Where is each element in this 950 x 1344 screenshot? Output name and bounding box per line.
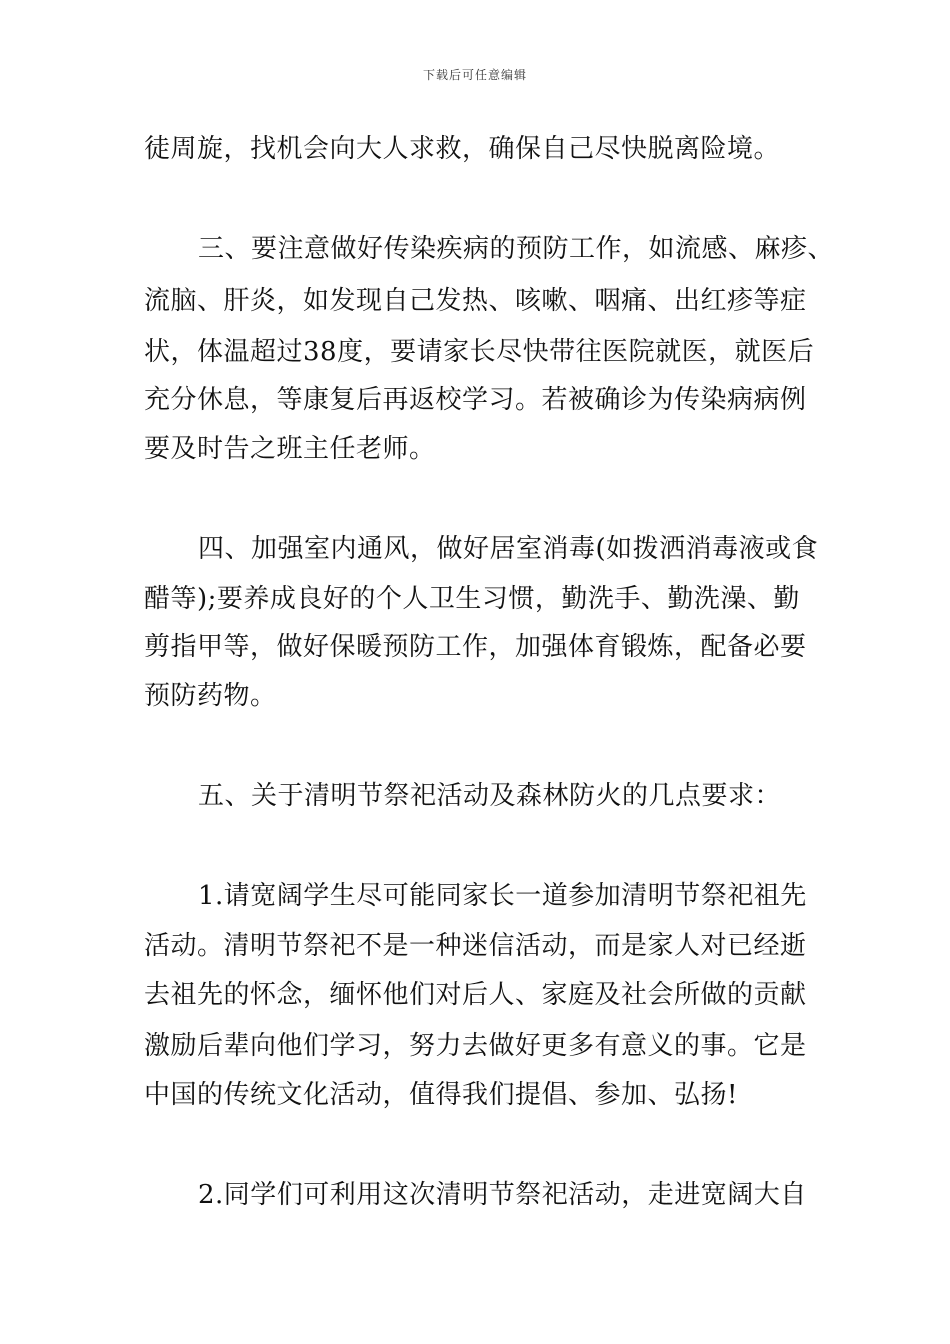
- text-line: 去祖先的怀念，缅怀他们对后人、家庭及社会所做的贡献: [144, 980, 807, 1010]
- text-line: 激励后辈向他们学习，努力去做好更多有意义的事。它是: [144, 1031, 807, 1061]
- text-line: 徒周旋，找机会向大人求救，确保自己尽快脱离险境。: [144, 134, 781, 164]
- text-line: 活动。清明节祭祀不是一种迷信活动，而是家人对已经逝: [144, 931, 807, 961]
- text-line: 要及时告之班主任老师。: [144, 434, 436, 464]
- text-line: 五、关于清明节祭祀活动及森林防火的几点要求：: [198, 781, 782, 811]
- text-line: 2.同学们可利用这次清明节祭祀活动，走进宽阔大自: [198, 1180, 807, 1210]
- page-header-note: 下载后可任意编辑: [422, 68, 527, 82]
- text-line: 状，体温超过38度，要请家长尽快带往医院就医，就医后: [144, 337, 815, 367]
- text-line: 中国的传统文化活动，值得我们提倡、参加、弘扬!: [144, 1080, 738, 1110]
- text-line: 剪指甲等，做好保暖预防工作，加强体育锻炼，配备必要: [144, 632, 807, 662]
- text-line: 三、要注意做好传染疾病的预防工作，如流感、麻疹、: [198, 234, 835, 264]
- text-line: 醋等);要养成良好的个人卫生习惯，勤洗手、勤洗澡、勤: [144, 584, 800, 614]
- text-line: 四、加强室内通风，做好居室消毒(如拨洒消毒液或食: [198, 534, 819, 564]
- text-line: 1.请宽阔学生尽可能同家长一道参加清明节祭祀祖先: [198, 881, 807, 911]
- text-line: 预防药物。: [144, 681, 277, 711]
- text-line: 充分休息，等康复后再返校学习。若被确诊为传染病病例: [144, 385, 807, 415]
- text-line: 流脑、肝炎，如发现自己发热、咳嗽、咽痛、出红疹等症: [144, 286, 807, 316]
